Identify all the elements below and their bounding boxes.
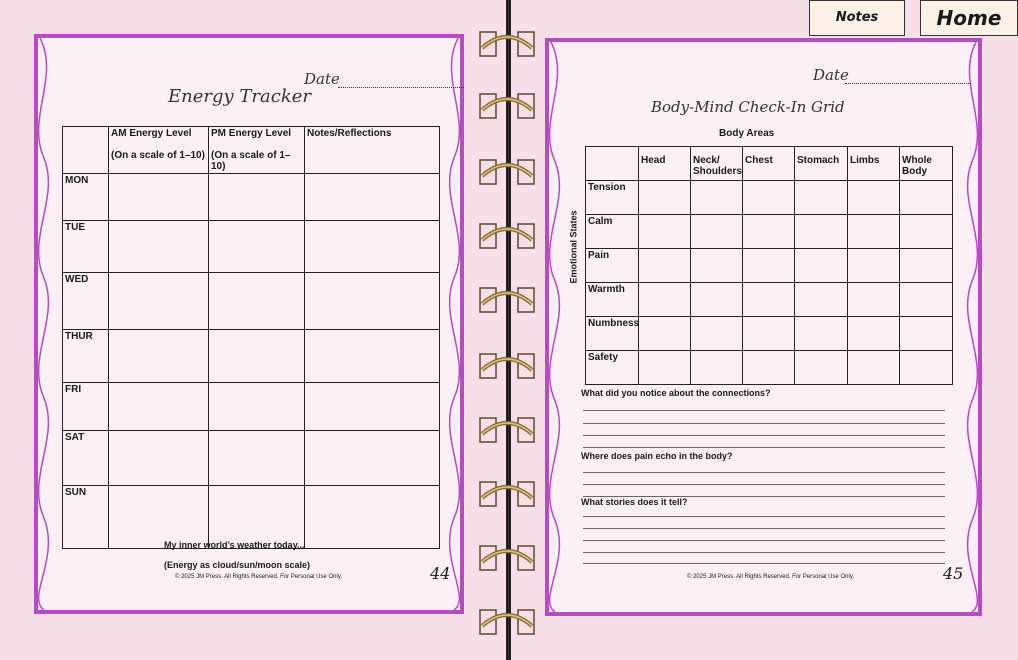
cell[interactable] bbox=[743, 351, 795, 385]
writing-line[interactable] bbox=[583, 410, 945, 411]
binder-ring-icon bbox=[478, 350, 536, 384]
writing-line[interactable] bbox=[583, 516, 945, 517]
page-number: 45 bbox=[943, 564, 964, 583]
cell[interactable] bbox=[848, 317, 900, 351]
binder-ring-icon bbox=[478, 90, 536, 124]
cell[interactable] bbox=[109, 221, 209, 273]
page-number: 44 bbox=[430, 564, 451, 583]
binder-ring-icon bbox=[478, 284, 536, 318]
corner-cell bbox=[63, 127, 109, 174]
cell[interactable] bbox=[848, 181, 900, 215]
cell[interactable] bbox=[691, 283, 743, 317]
row-label: Calm bbox=[586, 215, 639, 249]
cell[interactable] bbox=[639, 283, 691, 317]
cell[interactable] bbox=[639, 317, 691, 351]
writing-line[interactable] bbox=[583, 540, 945, 541]
cell[interactable] bbox=[109, 273, 209, 330]
date-label: Date bbox=[813, 66, 849, 84]
header-pm: PM Energy Level (On a scale of 1–10) bbox=[209, 127, 305, 174]
cell[interactable] bbox=[900, 283, 953, 317]
binder-ring-icon bbox=[478, 156, 536, 190]
cell[interactable] bbox=[209, 383, 305, 431]
cell[interactable] bbox=[305, 383, 440, 431]
body-mind-grid bbox=[585, 146, 953, 385]
date-line[interactable] bbox=[338, 87, 464, 88]
day-label: THUR bbox=[63, 330, 109, 383]
cell[interactable] bbox=[639, 249, 691, 283]
cell[interactable] bbox=[795, 351, 848, 385]
cell[interactable] bbox=[795, 249, 848, 283]
cell[interactable] bbox=[743, 215, 795, 249]
row-label: Numbness bbox=[586, 317, 639, 351]
header-notes: Notes/Reflections bbox=[305, 127, 440, 174]
question-stories: What stories does it tell? bbox=[581, 497, 688, 507]
cell[interactable] bbox=[209, 330, 305, 383]
cell[interactable] bbox=[305, 486, 440, 549]
header-am: AM Energy Level (On a scale of 1–10) bbox=[109, 127, 209, 174]
cell[interactable] bbox=[691, 351, 743, 385]
left-wave-border-icon bbox=[36, 38, 58, 610]
cell[interactable] bbox=[209, 431, 305, 486]
home-tab[interactable]: Home bbox=[920, 0, 1018, 36]
cell[interactable] bbox=[305, 273, 440, 330]
cell[interactable] bbox=[743, 283, 795, 317]
copyright: © 2025 JM Press. All Rights Reserved. For Personal Use Only. bbox=[687, 574, 855, 580]
cell[interactable] bbox=[900, 215, 953, 249]
row-label: Safety bbox=[586, 351, 639, 385]
binder-ring-icon bbox=[478, 220, 536, 254]
col-header: Neck/ Shoulders bbox=[691, 147, 743, 181]
right-page bbox=[545, 38, 982, 616]
cell[interactable] bbox=[900, 351, 953, 385]
page-title: Body-Mind Check-In Grid bbox=[651, 98, 845, 116]
cell[interactable] bbox=[639, 181, 691, 215]
cell[interactable] bbox=[305, 221, 440, 273]
col-header: Whole Body bbox=[900, 147, 953, 181]
page-title: Energy Tracker bbox=[168, 86, 311, 107]
writing-line[interactable] bbox=[583, 563, 945, 564]
writing-line[interactable] bbox=[583, 447, 945, 448]
weather-prompt: My inner world’s weather today... bbox=[164, 540, 305, 550]
binder-ring-icon bbox=[478, 414, 536, 448]
emotional-states-label: Emotional States bbox=[568, 210, 579, 284]
cell[interactable] bbox=[795, 181, 848, 215]
binder-ring-icon bbox=[478, 542, 536, 576]
row-label: Tension bbox=[586, 181, 639, 215]
writing-line[interactable] bbox=[583, 423, 945, 424]
writing-line[interactable] bbox=[583, 472, 945, 473]
left-wave-border-icon bbox=[547, 42, 569, 612]
day-label: MON bbox=[63, 174, 109, 221]
energy-table bbox=[62, 126, 440, 549]
notes-section-tab[interactable]: Notes bbox=[809, 0, 905, 36]
writing-line[interactable] bbox=[583, 435, 945, 436]
copyright: © 2025 JM Press. All Rights Reserved. For Personal Use Only. bbox=[175, 574, 343, 580]
question-pain-echo: Where does pain echo in the body? bbox=[581, 451, 733, 461]
binder-ring-icon bbox=[478, 478, 536, 512]
binder-ring-icon bbox=[478, 28, 536, 62]
row-label: Pain bbox=[586, 249, 639, 283]
cell[interactable] bbox=[691, 181, 743, 215]
cell[interactable] bbox=[900, 181, 953, 215]
date-label: Date bbox=[304, 70, 340, 88]
cell[interactable] bbox=[900, 249, 953, 283]
left-page bbox=[34, 34, 464, 614]
writing-line[interactable] bbox=[583, 552, 945, 553]
body-areas-label: Body Areas bbox=[719, 128, 775, 139]
cell[interactable] bbox=[639, 215, 691, 249]
writing-line[interactable] bbox=[583, 528, 945, 529]
cell[interactable] bbox=[109, 330, 209, 383]
col-header: Chest bbox=[743, 147, 795, 181]
question-connections: What did you notice about the connections? bbox=[581, 388, 771, 398]
col-header: Head bbox=[639, 147, 691, 181]
cell[interactable] bbox=[900, 317, 953, 351]
cell[interactable] bbox=[209, 273, 305, 330]
day-label: TUE bbox=[63, 221, 109, 273]
cell[interactable] bbox=[848, 215, 900, 249]
day-label: WED bbox=[63, 273, 109, 330]
day-label: SUN bbox=[63, 486, 109, 549]
cell[interactable] bbox=[691, 249, 743, 283]
cell[interactable] bbox=[109, 174, 209, 221]
cell[interactable] bbox=[848, 249, 900, 283]
cell[interactable] bbox=[305, 431, 440, 486]
date-line[interactable] bbox=[845, 83, 971, 84]
cell[interactable] bbox=[848, 351, 900, 385]
cell[interactable] bbox=[743, 317, 795, 351]
cell[interactable] bbox=[209, 221, 305, 273]
cell[interactable] bbox=[795, 317, 848, 351]
cell[interactable] bbox=[795, 215, 848, 249]
cell[interactable] bbox=[305, 330, 440, 383]
cell[interactable] bbox=[795, 283, 848, 317]
right-wave-border-icon bbox=[958, 42, 980, 612]
col-header: Limbs bbox=[848, 147, 900, 181]
cell[interactable] bbox=[109, 383, 209, 431]
col-header: Stomach bbox=[795, 147, 848, 181]
cell[interactable] bbox=[743, 181, 795, 215]
row-label: Warmth bbox=[586, 283, 639, 317]
right-wave-border-icon bbox=[440, 38, 462, 610]
cell[interactable] bbox=[639, 351, 691, 385]
cell[interactable] bbox=[848, 283, 900, 317]
cell[interactable] bbox=[305, 174, 440, 221]
cell[interactable] bbox=[209, 174, 305, 221]
cell[interactable] bbox=[691, 317, 743, 351]
cell[interactable] bbox=[691, 215, 743, 249]
day-label: SAT bbox=[63, 431, 109, 486]
weather-scale-note: (Energy as cloud/sun/moon scale) bbox=[164, 560, 311, 570]
cell[interactable] bbox=[109, 431, 209, 486]
binder-ring-icon bbox=[478, 606, 536, 640]
day-label: FRI bbox=[63, 383, 109, 431]
writing-line[interactable] bbox=[583, 484, 945, 485]
corner-cell bbox=[586, 147, 639, 181]
cell[interactable] bbox=[743, 249, 795, 283]
